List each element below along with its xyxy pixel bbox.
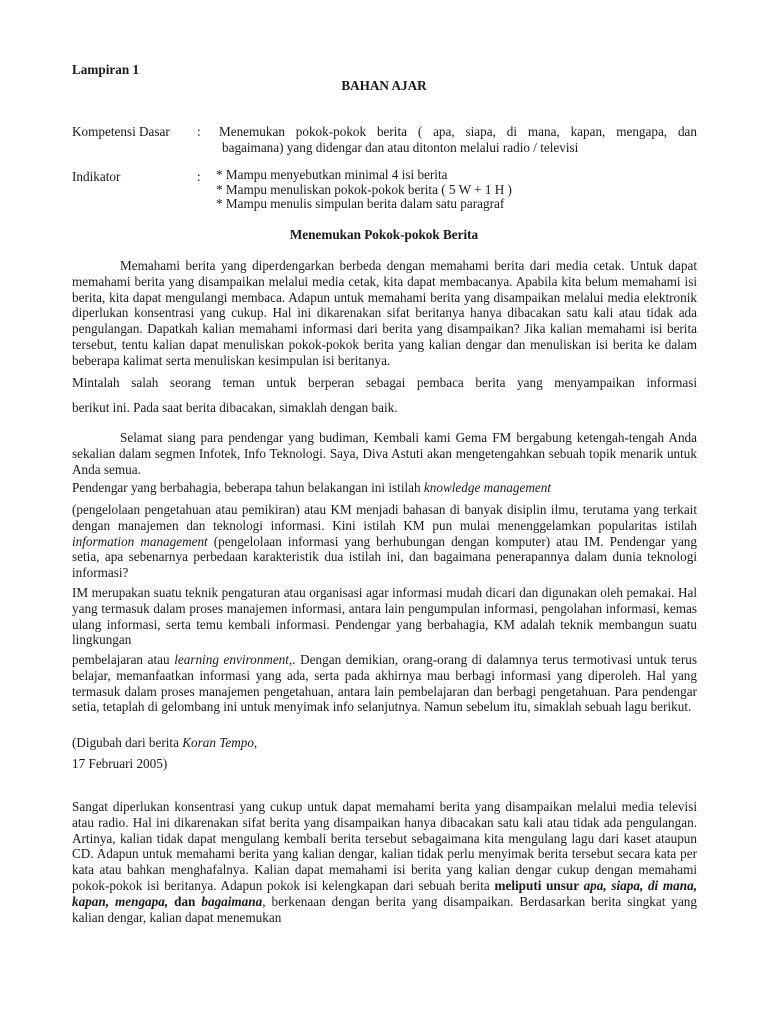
intro-instruction-line2: berikut ini. Pada saat berita dibacakan, simaklah dengan baik.: [72, 400, 398, 415]
intro-paragraph: Memahami berita yang diperdengarkan berbeda dengan memahami berita dari media cetak. Untuk dapat memahami berita yang disampaikan melalui media cetak, kita dapat membacanya. Apabila kita belum memahami isi berita, kita dapat mengulangi membaca. Adapun untuk memahami berita yang disampaikan melalui media elektronik diperlukan konsentrasi yang cukup. Hal ini dikarenakan sifat beritanya hanya dibacakan satu kali atau tidak ada pengulangan. Dapatkah kalian memahami informasi dari berita yang disampaikan? Jika kalian memahami isi berita tersebut, tentu kalian dapat menuliskan pokok-pokok berita yang kalian dengar dan menuliskan isi berita ke dalam beberapa kalimat serta menuliskan kesimpulan isi beritanya.: [72, 258, 697, 368]
section-title: Menemukan Pokok-pokok Berita: [289, 227, 479, 242]
indicator-item: * Mampu menuliskan pokok-pokok berita ( 5 W + 1 H ): [216, 181, 512, 197]
page-title: BAHAN AJAR: [341, 78, 427, 93]
indicator-list: [216, 168, 512, 212]
kd-text-line1: Menemukan pokok-pokok berita ( apa, siapa, di mana, kapan, mengapa, dan: [219, 124, 697, 139]
source-publication: Koran Tempo,: [182, 735, 258, 750]
indicator-label: Indikator: [72, 169, 121, 184]
news-paragraph-2: Pendengar yang berbahagia, beberapa tahun belakangan ini istilah knowledge management: [72, 480, 551, 495]
term-information-management: information management: [72, 533, 208, 549]
news-source: (Digubah dari berita Koran Tempo,: [72, 735, 258, 750]
news-paragraph-1: Selamat siang para pendengar yang budiman, Kembali kami Gema FM bergabung ketengah-tengah Anda sekalian dalam segmen Infotek, Info Teknologi. Saya, Diva Astuti akan mengetengahkan sebuah topik menarik untuk Anda semua.: [72, 430, 697, 477]
indicator-item: * Mampu menyebutkan minimal 4 isi berita: [216, 167, 448, 182]
news-paragraph-4: IM merupakan suatu teknik pengaturan atau organisasi agar informasi mudah dicari dan digunakan oleh pemakai. Hal yang termasuk dalam proses manajemen informasi, antara lain pengumpulan informasi, pengolahan informasi, kemas ulang informasi, serta temu kembali informasi. Pendengar yang berbahagia, KM adalah teknik membangun suatu lingkungan: [72, 585, 697, 648]
news-paragraph-5: pembelajaran atau learning environment,. Dengan demikian, orang-orang di dalamnya terus termotivasi untuk terus belajar, memanfaatkan informasi yang ada, serta pada akhirnya mau berbagi informasi yang diperoleh. Hal yang termasuk dalam proses manajemen pengetahuan, antara lain pembelajaran dan berbagi pengetahuan. Para pendengar setia, tetaplah di gelombang ini untuk menyimak info selanjutnya. Namun sebelum itu, simaklah sebuah lagu berikut.: [72, 652, 698, 715]
kd-text-line2: bagaimana) yang didengar dan atau ditonton melalui radio / televisi: [222, 140, 579, 155]
kd-label: Kompetensi Dasar: [72, 124, 170, 139]
term-learning-environment: learning environment: [174, 652, 289, 667]
indicator-colon: :: [197, 169, 201, 184]
news-paragraph-3: (pengelolaan pengetahuan atau pemikiran) atau KM menjadi bahasan di banyak disiplin ilmu, terutama yang terkait dengan manajemen dan teknologi informasi. Kini istilah KM pun mulai menenggelamkan popularitas istilah information management (pengelolaan informasi yang berhubungan dengan komputer) atau IM. Pendengar yang setia, apa sebenarnya perbedaan karakteristik dua istilah ini, dan bagaimana penerapannya dalam dunia teknologi informasi?: [72, 502, 697, 581]
indicator-item: * Mampu menulis simpulan berita dalam satu paragraf: [216, 196, 505, 211]
news-source-date: 17 Februari 2005): [72, 756, 168, 771]
closing-paragraph: Sangat diperlukan konsentrasi yang cukup untuk dapat memahami berita yang disampaikan melalui media televisi atau radio. Hal ini dikarenakan sifat berita yang disampaikan hanya dibacakan satu kali atau tidak ada pengulangan. Artinya, kalian tidak dapat mengulang kembali berita tersebut sebagaimana kita mengulang lagu dari kaset ataupun CD. Adapun untuk memahami berita yang kalian dengar, kalian tidak perlu menyimak berita tersebut secara kata per kata atau bahkan menghafalnya. Kalian dapat memahami isi berita yang kalian dengar cukup dengan memahami pokok-pokok isi beritanya. Adapun pokok isi kelengkapan dari sebuah berita meliputi unsur apa, siapa, di mana, kapan, mengapa, dan bagaimana, berkenaan dengan berita yang disampaikan. Berdasarkan berita singkat yang kalian dengar, kalian dapat menemukan: [72, 799, 697, 925]
appendix-label: Lampiran 1: [72, 62, 140, 77]
kd-colon: :: [197, 124, 201, 139]
news-elements: apa, siapa, di mana, kapan, mengapa,: [72, 877, 697, 909]
term-knowledge-management: knowledge management: [423, 480, 551, 495]
intro-instruction-line1: Mintalah salah seorang teman untuk berperan sebagai pembaca berita yang menyampaikan informasi: [72, 375, 697, 390]
